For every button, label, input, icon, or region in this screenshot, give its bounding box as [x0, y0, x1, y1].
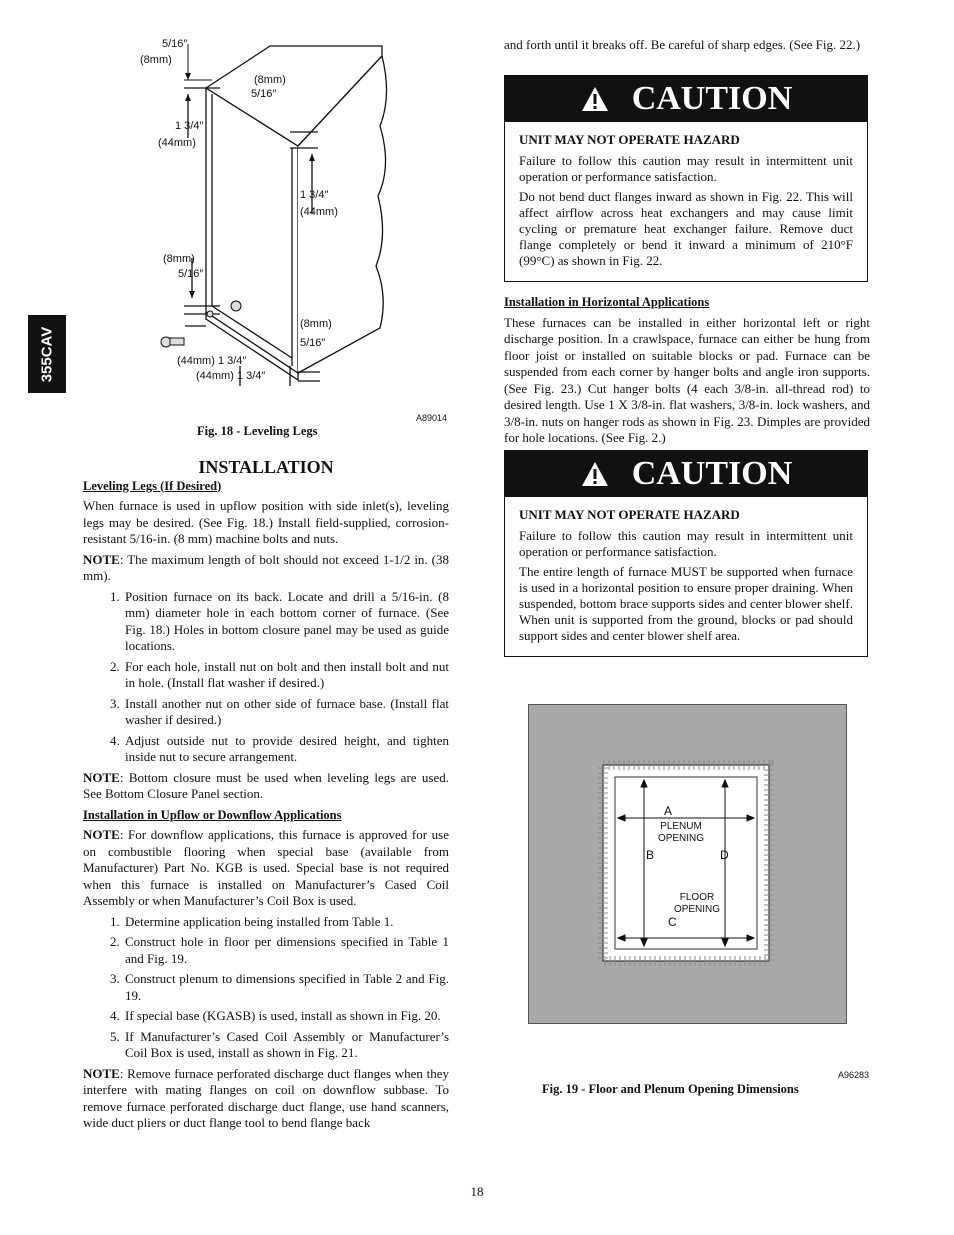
fig19-label-b: B — [646, 848, 655, 862]
dim-label: (8mm) — [140, 54, 172, 66]
caution-box-2 — [504, 450, 868, 657]
list-item: 1. Determine application being installed from Table 1. — [123, 914, 449, 931]
leveling-paragraph: When furnace is used in upflow position with side inlet(s), leveling legs may be desired. (See Fig. 18.) Install field-supplied, corrosion-resistant 5/16-in. (8 mm) machine bolts and nuts. — [83, 498, 449, 546]
dim-label: (44mm) — [300, 206, 338, 218]
warning-icon — [580, 85, 610, 113]
note-label: NOTE — [83, 827, 120, 842]
list-item: 3. Install another nut on other side of furnace base. (Install flat washer if desired.) — [123, 696, 449, 729]
horizontal-paragraph: These furnaces can be installed in either horizontal left or right discharge position. In a crawlspace, furnace can either be hung from floor joist or installed on suitable blocks or pad. Furnace can be suspended from each corner by hanger bolts and angle iron supports. (See Fig. 23.) Cut hanger bolts (4 each 3/8-in. all-thread rod) to desired length. Use 1 X 3/8-in. flat washers, 3/8-in. lock washers, and 3/8-in. nuts on hanger rods as shown in Fig. 23. Dimples are provided for hole locations. (See Fig. 2.) — [504, 314, 870, 445]
dim-label: (44mm) 1 3/4″ — [177, 355, 247, 367]
caution-text: Failure to follow this caution may result in intermittent unit operation or performance satisfaction. — [519, 528, 853, 559]
dim-label: (44mm) — [158, 137, 196, 149]
dim-label: (8mm) — [254, 74, 286, 86]
fig19-floor-label: FLOOR OPENING — [673, 892, 721, 915]
dim-label: (8mm) — [300, 318, 332, 330]
dim-label: 5/16″ — [251, 88, 277, 100]
left-column — [83, 459, 449, 1136]
fig19-label-d: D — [720, 848, 729, 862]
dim-label: (44mm) 1 3/4″ — [196, 370, 266, 382]
note-text: : The maximum length of bolt should not exceed 1-1/2 in. (38 mm). — [83, 551, 449, 583]
list-item: 2. Construct hole in floor per dimensions specified in Table 1 and Fig. 19. — [123, 934, 449, 967]
caution-title: CAUTION — [631, 80, 793, 117]
list-item: 3. Construct plenum to dimensions specified in Table 2 and Fig. 19. — [123, 971, 449, 1004]
dim-label: 5/16″ — [162, 38, 188, 50]
side-tab — [28, 315, 66, 393]
caution-box-1 — [504, 75, 868, 282]
note-text: : Remove furnace perforated discharge duct flanges when they interfere with mating flanges on coil on downflow subbase. To remove furnace perforated discharge duct flange, use hand scanners, wide duct pliers or duct flange tool to bend flange back — [83, 1065, 449, 1130]
fig19-label-a: A — [664, 804, 673, 818]
upflow-steps — [83, 914, 449, 1062]
list-item: 4. If special base (KGASB) is used, install as shown in Fig. 20. — [123, 1008, 449, 1025]
fig18-code: A89014 — [416, 413, 448, 423]
note-paragraph — [83, 770, 449, 803]
continued-paragraph: and forth until it breaks off. Be careful of sharp edges. (See Fig. 22.) — [504, 37, 861, 52]
note-label: NOTE — [83, 769, 120, 785]
fig19-caption: Fig. 19 - Floor and Plenum Opening Dimensions — [542, 1082, 799, 1096]
hazard-title: UNIT MAY NOT OPERATE HAZARD — [519, 507, 740, 522]
caution-bar — [505, 451, 867, 497]
list-item: 5. If Manufacturer’s Cased Coil Assembly or Manufacturer’s Coil Box is used, install as shown in Fig. 21. — [123, 1029, 449, 1062]
note-text: : For downflow applications, this furnace is approved for use on combustible flooring when special base (available from Manufacturer) Part No. KGB is used. Special base is not required when this furnace is installed on Manufacturer’s Cased Coil Assembly or when Manufacturer’s Coil Box is used. — [83, 827, 449, 908]
caution-body — [505, 122, 867, 281]
note-label: NOTE — [83, 1065, 120, 1081]
note-text: : Bottom closure must be used when leveling legs are used. See Bottom Closure Panel section. — [83, 769, 449, 801]
horizontal-section — [504, 294, 870, 451]
fig18-caption: Fig. 18 - Leveling Legs — [197, 424, 318, 438]
fig19-code: A96283 — [838, 1070, 870, 1080]
dim-label: 1 3/4″ — [300, 189, 329, 201]
list-item: 4. Adjust outside nut to provide desired height, and tighten inside nut to secure arrangement. — [123, 733, 449, 766]
caution-body — [505, 497, 867, 656]
dim-label: 5/16″ — [178, 268, 204, 280]
fig19-label-c: C — [668, 915, 677, 929]
dim-label: 1 3/4″ — [175, 120, 204, 132]
leveling-steps — [83, 589, 449, 766]
note-paragraph — [83, 1066, 449, 1132]
caution-text: Failure to follow this caution may result in intermittent unit operation or performance satisfaction. — [519, 153, 853, 184]
floor-plenum-illustration — [529, 705, 846, 1023]
list-item: 1. Position furnace on its back. Locate and drill a 5/16-in. (8 mm) diameter hole in each bottom corner of furnace. (See Fig. 18.) Holes in bottom closure panel may be used as guide locations. — [123, 589, 449, 655]
caution-text: Do not bend duct flanges inward as shown in Fig. 22. This will affect airflow across heat exchangers and may cause limit cycling or premature heat exchanger failure. Remove duct flange completely or bend it inward a minimum of 210°F (99°C) as shown in Fig. 22. — [519, 189, 853, 268]
leveling-legs-heading: Leveling Legs (If Desired) — [83, 478, 222, 493]
page-number: 18 — [470, 1184, 484, 1199]
side-tab-label: 355CAV — [38, 326, 56, 382]
hazard-title: UNIT MAY NOT OPERATE HAZARD — [519, 132, 740, 147]
right-continued — [504, 37, 870, 58]
fig19-plenum-label: PLENUM OPENING — [657, 821, 705, 844]
caution-text: The entire length of furnace MUST be supported when furnace is used in a horizontal position to ensure proper draining. When suspended, bottom brace supports sides and center blower shelf. When unit is supported from the ground, blocks or pad should support sides and center blower shelf area. — [519, 564, 853, 643]
installation-heading: INSTALLATION — [198, 457, 334, 477]
dim-label: (8mm) — [163, 253, 195, 265]
caution-bar — [505, 76, 867, 122]
note-label: NOTE — [83, 551, 120, 567]
list-item: 2. For each hole, install nut on bolt and then install bolt and nut in hole. (Install flat washer if desired.) — [123, 659, 449, 692]
dim-label: 5/16″ — [300, 337, 326, 349]
note-paragraph — [83, 827, 449, 910]
caution-title: CAUTION — [631, 455, 793, 492]
horizontal-heading: Installation in Horizontal Applications — [504, 295, 710, 309]
fig19-drawing — [528, 704, 847, 1024]
note-paragraph — [83, 552, 449, 585]
warning-icon — [580, 460, 610, 488]
upflow-heading: Installation in Upflow or Downflow Applications — [83, 807, 342, 822]
